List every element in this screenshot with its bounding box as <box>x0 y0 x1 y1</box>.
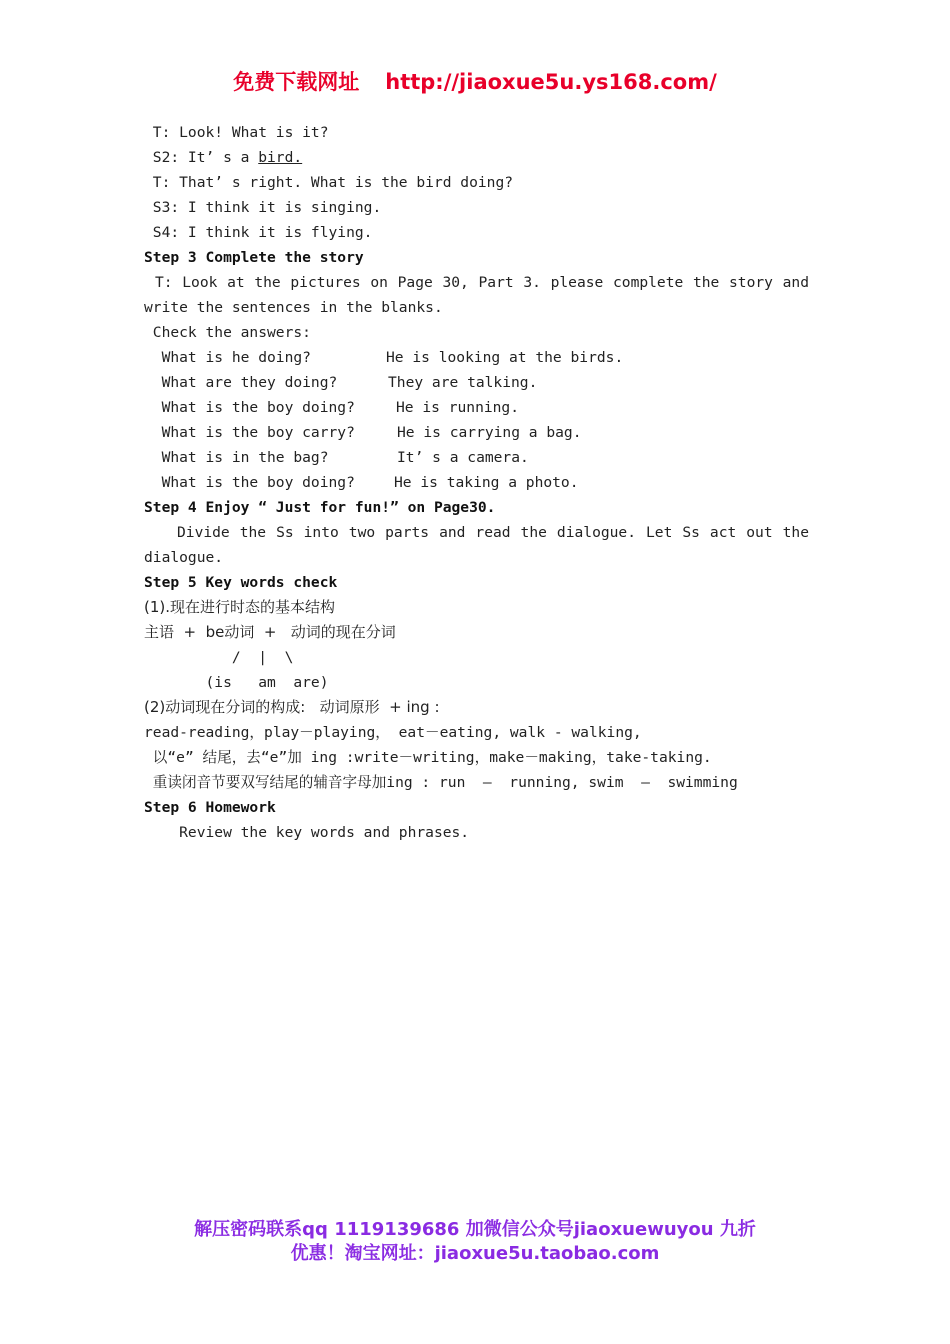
answer: He is running. <box>396 399 520 416</box>
header-label: 免费下载网址 <box>233 70 360 94</box>
dialogue-line: S3: I think it is singing. <box>144 199 382 216</box>
key-words-item: (1).现在进行时态的基本结构 <box>144 598 336 616</box>
ing-rule: read-reading，play－playing， eat－eating, walk - walking, <box>144 724 642 741</box>
be-verb-forms: (is am are) <box>144 674 329 691</box>
footer-contact-line: 解压密码联系qq 1119139686 加微信公众号jiaoxuewuyou 九折 <box>194 1219 756 1240</box>
document-body <box>144 120 809 845</box>
dialogue-line: S4: I think it is flying. <box>144 224 373 241</box>
qa-row <box>144 370 809 395</box>
homework-text: Review the key words and phrases. <box>144 824 470 841</box>
page-header <box>0 66 950 96</box>
question: What is the boy carry? <box>144 424 355 441</box>
answer: He is taking a photo. <box>394 474 579 491</box>
step5-heading: Step 5 Key words check <box>144 574 338 591</box>
key-words-item: (2)动词现在分词的构成: 动词原形 + ing : <box>144 698 440 716</box>
step6-heading: Step 6 Homework <box>144 799 276 816</box>
question: What is the boy doing? <box>144 399 355 416</box>
step4-text-cont: dialogue. <box>144 549 224 566</box>
header-url-link[interactable]: http://jiaoxue5u.ys168.com/ <box>385 70 717 94</box>
ing-rule: 重读闭音节要双写结尾的辅音字母加ing : run – running, swim – swimming <box>144 774 738 791</box>
check-answers-label: Check the answers: <box>144 324 311 341</box>
qa-row <box>144 445 809 470</box>
structure-branches: / | \ <box>144 649 294 666</box>
qa-row <box>144 395 809 420</box>
dialogue-line: T: Look! What is it? <box>144 124 329 141</box>
step4-heading: Step 4 Enjoy “ Just for fun!” on Page30. <box>144 499 496 516</box>
dialogue-line: S2: It’ s a bird. <box>144 149 303 166</box>
step3-instruction: T: Look at the pictures on Page 30, Part 3. please complete the story and <box>155 274 809 291</box>
page-footer <box>0 1218 950 1266</box>
qa-row <box>144 345 809 370</box>
step3-heading: Step 3 Complete the story <box>144 249 364 266</box>
step4-text: Divide the Ss into two parts and read the dialogue. Let Ss act out the <box>177 524 809 541</box>
question: What is he doing? <box>144 349 311 366</box>
answer: It’ s a camera. <box>397 449 529 466</box>
question: What is in the bag? <box>144 449 329 466</box>
dialogue-line: T: That’ s right. What is the bird doing? <box>144 174 514 191</box>
ing-rule: 以“e” 结尾，去“e”加 ing :write－writing，make－making，take-taking. <box>144 749 712 766</box>
qa-row <box>144 420 809 445</box>
step3-instruction-cont: write the sentences in the blanks. <box>144 299 443 316</box>
structure-formula: 主语 + be动词 + 动词的现在分词 <box>144 623 396 641</box>
answer: They are talking. <box>388 374 538 391</box>
question: What are they doing? <box>144 374 338 391</box>
answer: He is looking at the birds. <box>386 349 624 366</box>
underlined-answer: bird. <box>258 149 303 166</box>
question: What is the boy doing? <box>144 474 355 491</box>
answer: He is carrying a bag. <box>397 424 582 441</box>
footer-shop-line[interactable]: 优惠！淘宝网址：jiaoxue5u.taobao.com <box>290 1243 660 1264</box>
qa-row <box>144 470 809 495</box>
